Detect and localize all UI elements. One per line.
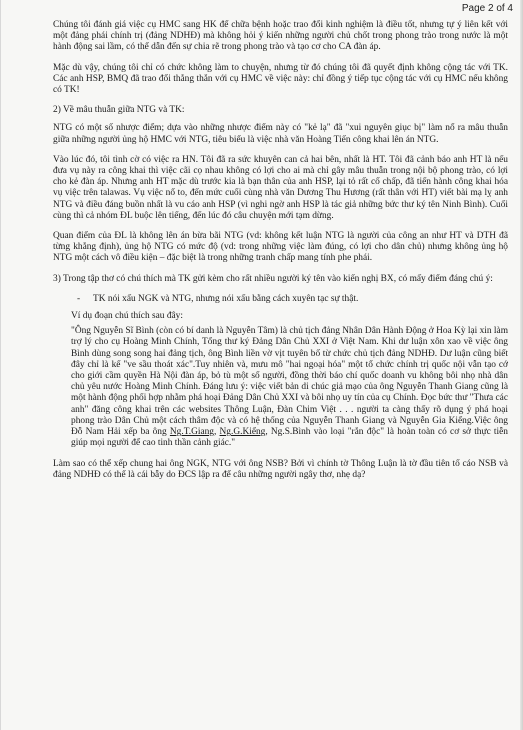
bullet-dash: - [77,293,81,304]
quote-intro: Ví dụ đoạn chú thích sau đây: [71,311,183,322]
paragraph-1: Chúng tôi đánh giá việc cụ HMC sang HK để chữa bệnh hoặc trao đổi kinh nghiệm là điều tốt, nhưng tự ý liên kết với một đảng phái chính trị (đảng NDHĐ) mà không hỏi ý kiến những người chủ chốt trong phong trào trong nước là một hành động sai lầm, có thể dẫn đến sự chia rẽ trong phong trào và tạo cơ cho CA đàn áp. [53,20,508,53]
section-heading-2: 2) Về mâu thuẫn giữa NTG và TK: [53,105,185,116]
quote-separator: , [213,427,220,438]
underlined-name-1: Ng.T.Giang [169,427,214,438]
paragraph-6: Làm sao có thể xếp chung hai ông NGK, NTG với ông NSB? Bởi vì chính tờ Thông Luận là tờ đầu tiên tố cáo NSB và đảng NDHĐ có thể là cái bẫy do ĐCS lập ra để câu những người ngây thơ, nhẹ dạ? [53,458,508,480]
quote-text [71,326,508,449]
quote-block [53,311,508,449]
quote-part-1: "Ông Nguyễn Sĩ Bình (còn có bí danh là Nguyễn Tâm) là chủ tịch đảng Nhân Dân Hành Động ở Hoa Kỳ lại xin làm trợ lý cho cụ Hoàng Minh Chính, Tổng thư ký Đảng Dân Chủ XXI ở Việt Nam. Khi dư luận xôn xao về việc ông Bình dùng song song hai đảng tịch, ông Bình liền vờ vịt tuyên bố từ chức chủ tịch đảng NDHĐ. Dư luận cũng biết đây chỉ là kế "ve sầu thoát xác".Tuy nhiên và, mưu mô "hai ngoại hóa" một tổ chức chính trị quốc nội vẫn tạo cớ cho giới cầm quyền Hà Nội đàn áp, bỏ tù một số người, đồng thời báo chí quốc doanh vu không bôi nhọ nhà dân chủ yêu nước Hoàng Minh Chính. Đáng lưu ý: việc viết bản di chúc giả mạo của ông Nguyễn Thanh Giang cũng là một hành động phối hợp nhằm phá hoại Đảng Dân Chủ XXI và bôi nhọ uy tín của cụ Chính. Đọc bức thư "Thưa các anh" đăng công khai trên các websites Thông Luận, Đàn Chim Việt . . . người ta càng thấy rõ dụng ý phá hoại phong trào Dân Chủ một cách thâm độc và có hệ thống của Nguyễn Thanh Giang và Nguyễn Gia Kiểng.Việc ông Đỗ Nam Hải xếp ba ông [71,326,508,438]
quote-part-2: , Ng.S.Bình vào loại "rắn độc" là hoàn toàn có cơ sở thực tiễn giúp mọi người để cao tinh thần cảnh giác." [71,427,508,449]
bullet-text: TK nói xấu NGK và NTG, nhưng nói xấu bằng cách xuyên tạc sự thật. [93,293,359,304]
paragraph-4: Vào lúc đó, tôi tình cờ có việc ra HN. Tôi đã ra sức khuyên can cả hai bên, nhất là HT. Tôi đã cảnh báo anh HT là nếu đưa vụ này ra công khai thì việc cãi cọ nhau không có lợi cho ai mà chỉ gây mâu thuẫn trong nội bộ phong trào, có lợi cho kẻ đàn áp. Nhưng anh HT mặc dù trước kia là bạn thân của anh HSP, lại tỏ rất cố chấp, đã tiến hành công khai hóa vụ việc trên talawas. Vụ việc nổ to, đến mức cuối cùng nhà văn Dương Thu Hương (rất thân với HT) viết bài mạ lỵ anh NTG và điều đáng buồn nhất là vu cáo anh HSP (vì nghi ngờ anh HSP là tác giả những bức thư ký tên Ninh Bình). Cuối cùng thì cả nhóm ĐL buộc lên tiếng, đến lúc đó câu chuyện mới tạm dừng. [53,154,508,221]
underlined-name-2: Ng.G.Kiểng [219,427,266,438]
paragraph-3: NTG có một số nhược điểm; dựa vào những nhược điểm này có "kẻ lạ" đã "xui nguyên giục bị" làm nổ ra mâu thuẫn giữa những người ủng hộ HMC với NTG, tiêu biểu là việc nhà văn Hoàng Tiến công khai lên án NTG. [53,123,508,145]
paragraph-5: Quan điểm của ĐL là không lên án bừa bãi NTG (vd: không kết luận NTG là người của công an như HT và DTH đã từng khẳng định), ủng hộ NTG có mức độ (vd: trong những việc làm đúng, có lợi cho dân chủ) nhưng không ủng hộ NTG một cách vô điều kiện – đặc biệt là trong những tranh chấp mang tính phe phái. [53,231,508,264]
document-body [53,20,508,490]
bullet-item [53,294,508,305]
section-heading-3: 3) Trong tập thơ có chú thích mà TK gửi kèm cho rất nhiều người ký tên vào kiến nghị BX, có mấy điểm đáng chú ý: [53,273,493,284]
page-number: Page 2 of 4 [461,3,513,14]
paragraph-2: Mặc dù vậy, chúng tôi chỉ có chức không làm to chuyện, nhưng từ đó chúng tôi đã quyết định không cộng tác với TK. Các anh HSP, BMQ đã trao đổi thẳng thắn với cụ HMC về việc này: chỉ đồng ý tiếp tục cộng tác với cụ HMC nếu không có TK! [53,62,508,96]
